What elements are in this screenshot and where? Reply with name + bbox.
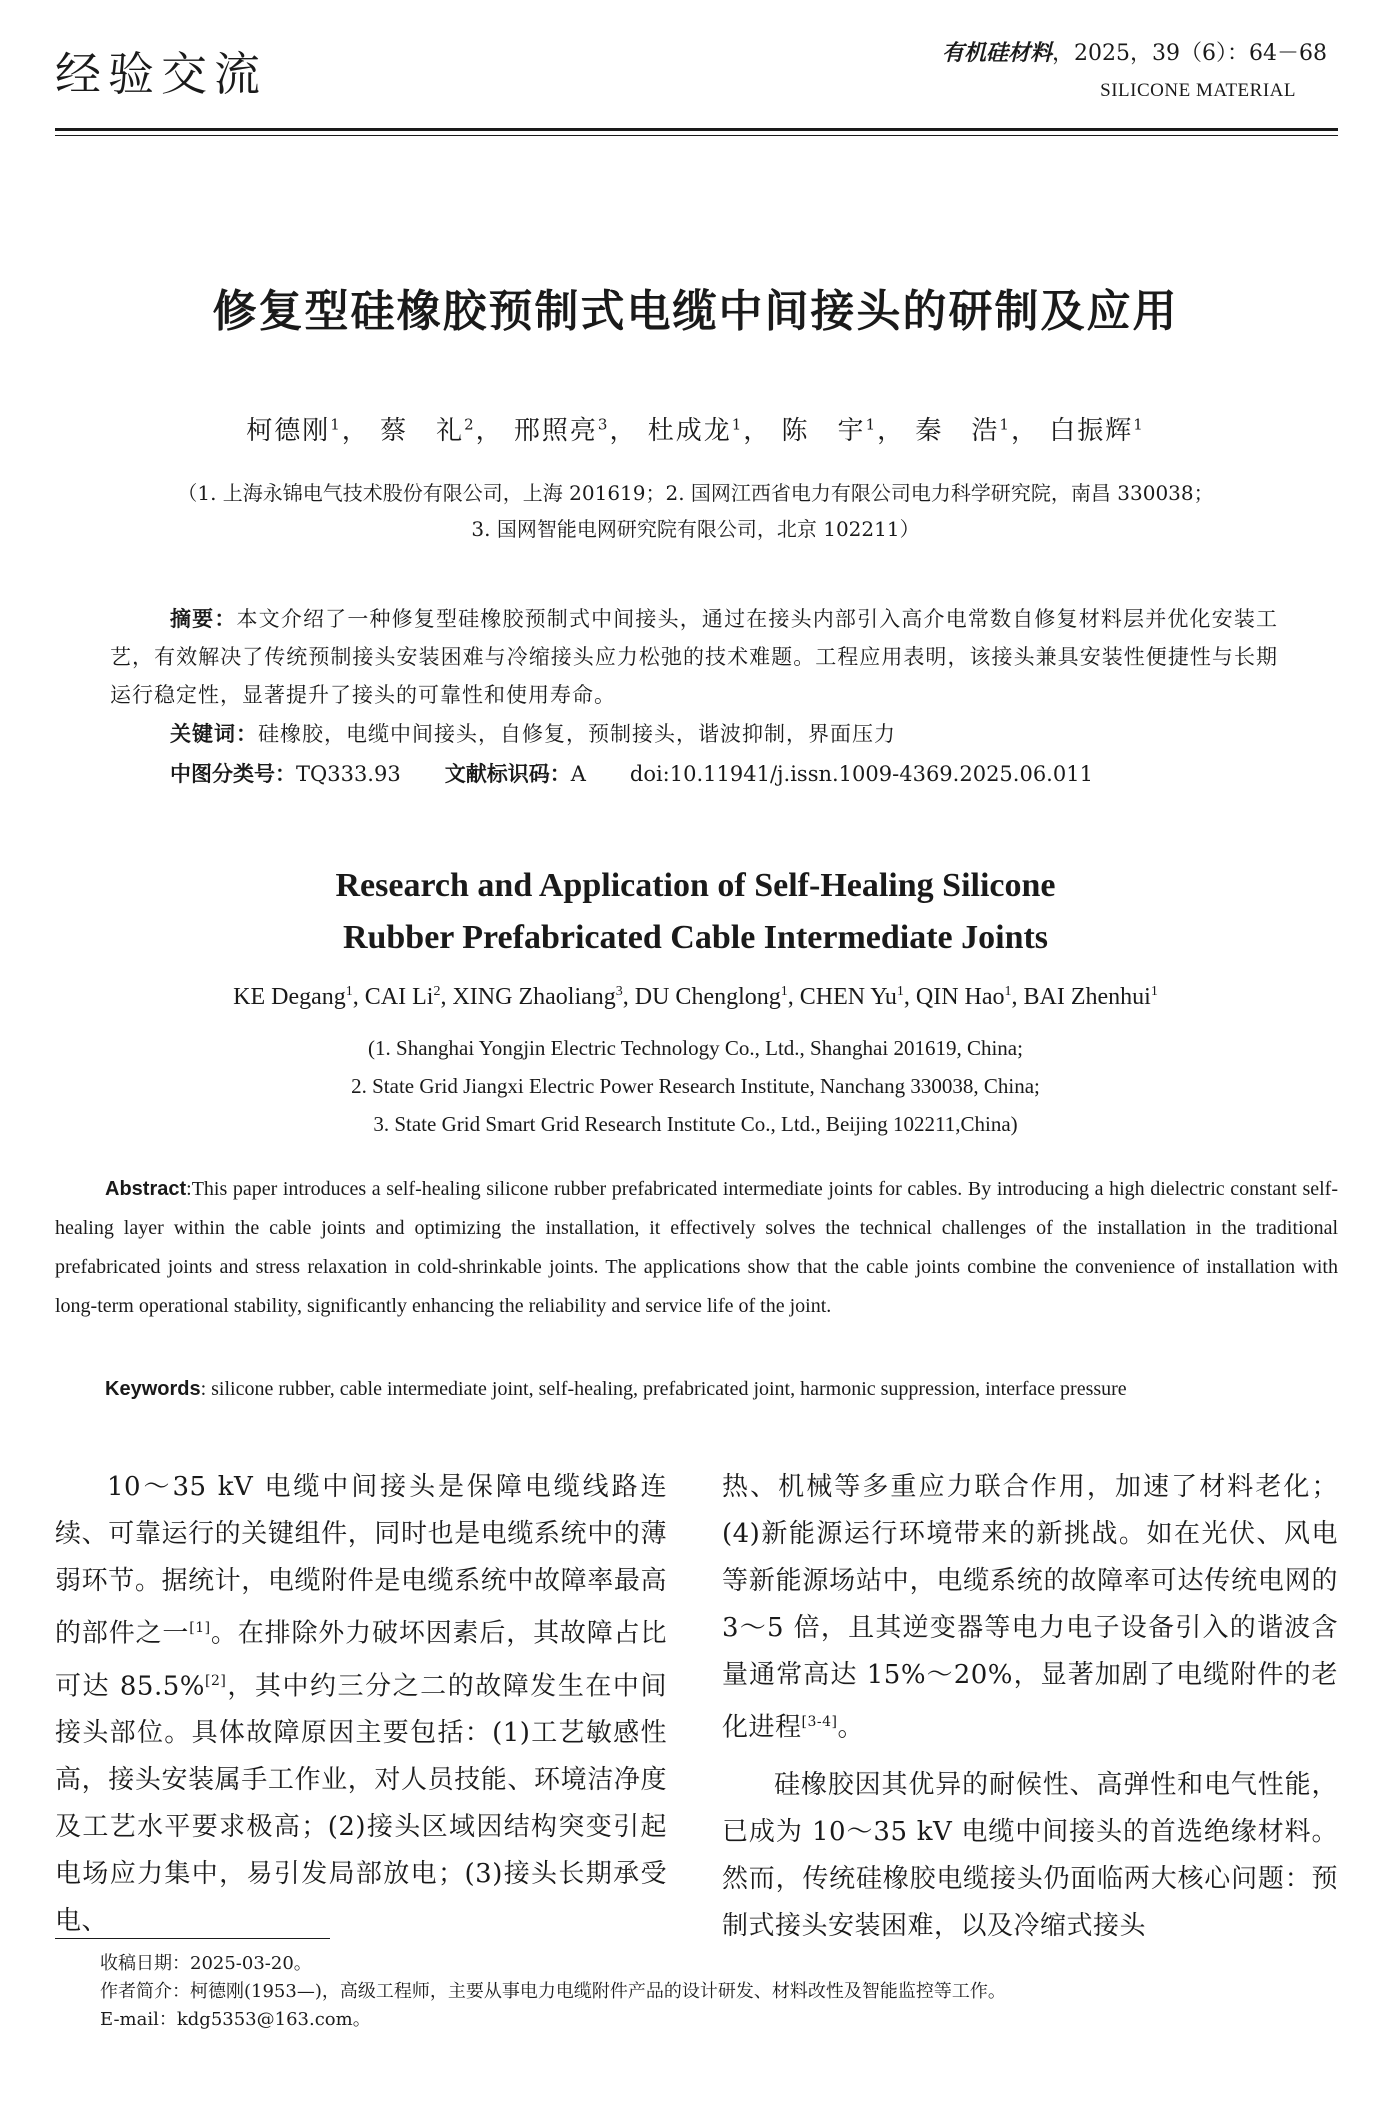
abstract-en-text: :This paper introduces a self-healing silicone rubber prefabricated intermediate joints for cables. By introducing a high dielectric constant self-healing layer within the cable joints and optimizing the installation, it effectively solves the technical challenges of the installation in the traditional prefabricated joints and stress relaxation in cold-shrinkable joints. The applications show that the cable joints combine the convenience of installation with long-term operational stability, significantly enhancing the reliability and service life of the joint.: [55, 1178, 1338, 1317]
author-cn: 陈 宇$^1$: [781, 415, 878, 446]
affiliation-cn-line: （1. 上海永锦电气技术股份有限公司，上海 201619；2. 国网江西省电力有限公司电力科学研究院，南昌 330038；: [177, 481, 1214, 505]
author-en: QIN Hao$^1$: [915, 984, 1012, 1010]
doc-code-label: 文献标识码：: [444, 762, 571, 786]
abstract-cn: [110, 600, 1278, 714]
paper-title-en: [0, 860, 1391, 964]
abstract-en-label: Abstract: [105, 1178, 187, 1200]
clc-value: TQ333.93: [296, 762, 401, 786]
abstract-cn-label: 摘要：: [170, 607, 237, 631]
keywords-en-text: : silicone rubber, cable intermediate joint, self-healing, prefabricated joint, harmonic suppression, interface pressure: [200, 1378, 1127, 1400]
author-en: XING Zhaoliang$^3$: [452, 984, 623, 1010]
journal-name: 有机硅材料: [942, 40, 1053, 66]
body-column-left: [55, 1464, 667, 1945]
author-cn: 邢照亮$^3$: [513, 415, 610, 446]
footnote-email: E-mail：kdg5353@163.com。: [100, 2009, 371, 2030]
body-paragraph: 10～35 kV 电缆中间接头是保障电缆线路连续、可靠运行的关键组件，同时也是电缆系统中的薄弱环节。据统计，电缆附件是电缆系统中故障率最高的部件之一[1]。在排除外力破坏因素后，其故障占比可达 85.5%[2]，其中约三分之二的故障发生在中间接头部位。具体故障原因主要包括：(1)工艺敏感性高，接头安装属手工作业，对人员技能、环境洁净度及工艺水平要求极高；(2)接头区域因结构突变引起电场应力集中，易引发局部放电；(3)接头长期承受电、: [55, 1472, 667, 1937]
paper-title-en-line: Rubber Prefabricated Cable Intermediate Joints: [342, 919, 1049, 956]
author-en: CHEN Yu$^1$: [799, 984, 904, 1010]
author-cn: 杜成龙$^1$: [647, 415, 744, 446]
affiliation-cn-line: 3. 国网智能电网研究院有限公司，北京 102211）: [471, 517, 920, 541]
keywords-cn-label: 关键词：: [170, 722, 258, 746]
author-cn: 柯德刚$^1$: [246, 415, 342, 446]
author-list-en: KE Degang$^1$, CAI Li$^2$, XING Zhaoliang$^3$, DU Chenglong$^1$, CHEN Yu$^1$, QIN Hao$^1$, BAI Zhenhui$^1$: [233, 984, 1158, 1010]
author-en: KE Degang$^1$: [233, 984, 353, 1010]
author-en: BAI Zhenhui$^1$: [1023, 984, 1158, 1010]
section-tag: 经验交流: [55, 47, 267, 101]
author-en: CAI Li$^2$: [364, 984, 441, 1010]
footnote-rule: [55, 1938, 330, 1939]
footnote-received-date: 收稿日期：2025-03-20。: [100, 1953, 312, 1974]
footnote-author-bio: 作者简介：柯德刚(1953—)，高级工程师，主要从事电力电缆附件产品的设计研发、材料改性及智能监控等工作。: [100, 1981, 1006, 2002]
citation-info: ，2025，39（6）：64－68: [1052, 41, 1327, 66]
clc-label: 中图分类号：: [170, 762, 296, 786]
journal-citation: [942, 36, 1327, 67]
doc-code-value: A: [570, 762, 586, 786]
author-cn: 秦 浩$^1$: [915, 415, 1011, 446]
abstract-cn-text: 本文介绍了一种修复型硅橡胶预制式中间接头，通过在接头内部引入高介电常数自修复材料层并优化安装工艺，有效解决了传统预制接头安装困难与冷缩接头应力松弛的技术难题。工程应用表明，该接头兼具安装性便捷性与长期运行稳定性，显著提升了接头的可靠性和使用寿命。: [110, 607, 1279, 707]
affiliation-en-line: 3. State Grid Smart Grid Research Institute Co., Ltd., Beijing 102211,China): [373, 1112, 1018, 1136]
body-paragraph: 热、机械等多重应力联合作用，加速了材料老化；(4)新能源运行环境带来的新挑战。如在光伏、风电等新能源场站中，电缆系统的故障率可达传统电网的 3～5 倍，且其逆变器等电力电子设备引入的谐波含量通常高达 15%～20%，显著加剧了电缆附件的老化进程[3-4]。: [722, 1472, 1338, 1743]
keywords-cn-text: 硅橡胶，电缆中间接头，自修复，预制接头，谐波抑制，界面压力: [258, 722, 896, 746]
citation-ref[interactable]: [1]: [189, 1620, 211, 1636]
keywords-en-label: Keywords: [105, 1378, 201, 1400]
keywords-en: [55, 1370, 1338, 1409]
author-list-cn: 柯德刚$^1$， 蔡 礼$^2$， 邢照亮$^3$， 杜成龙$^1$， 陈 宇$^1$， 秦 浩$^1$， 白振辉$^1$: [246, 415, 1145, 446]
header-rule-thin: [55, 135, 1338, 136]
keywords-cn: [170, 718, 896, 748]
author-cn: 蔡 礼$^2$: [380, 415, 476, 446]
citation-ref[interactable]: [2]: [204, 1672, 227, 1689]
body-column-right: [722, 1464, 1338, 1950]
affiliation-en-line: (1. Shanghai Yongjin Electric Technology Co., Ltd., Shanghai 201619, China;: [368, 1036, 1023, 1060]
abstract-en: [55, 1170, 1338, 1326]
citation-ref[interactable]: [3-4]: [801, 1714, 838, 1730]
header-rule: [55, 128, 1338, 131]
journal-name-en: SILICONE MATERIAL: [1100, 80, 1296, 101]
doi: doi:10.11941/j.issn.1009-4369.2025.06.011: [629, 762, 1093, 786]
body-paragraph: 硅橡胶因其优异的耐候性、高弹性和电气性能，已成为 10～35 kV 电缆中间接头的首选绝缘材料。然而，传统硅橡胶电缆接头仍面临两大核心问题：预制式接头安装困难，以及冷缩式接头: [722, 1769, 1338, 1941]
author-cn: 白振辉$^1$: [1049, 415, 1145, 446]
affiliation-en-line: 2. State Grid Jiangxi Electric Power Research Institute, Nanchang 330038, China;: [351, 1074, 1040, 1098]
classification-line: [170, 758, 1093, 788]
paper-title-cn: 修复型硅橡胶预制式电缆中间接头的研制及应用: [212, 286, 1179, 337]
author-en: DU Chenglong$^1$: [634, 984, 788, 1010]
paper-title-en-line: Research and Application of Self-Healing Silicone: [335, 867, 1056, 904]
